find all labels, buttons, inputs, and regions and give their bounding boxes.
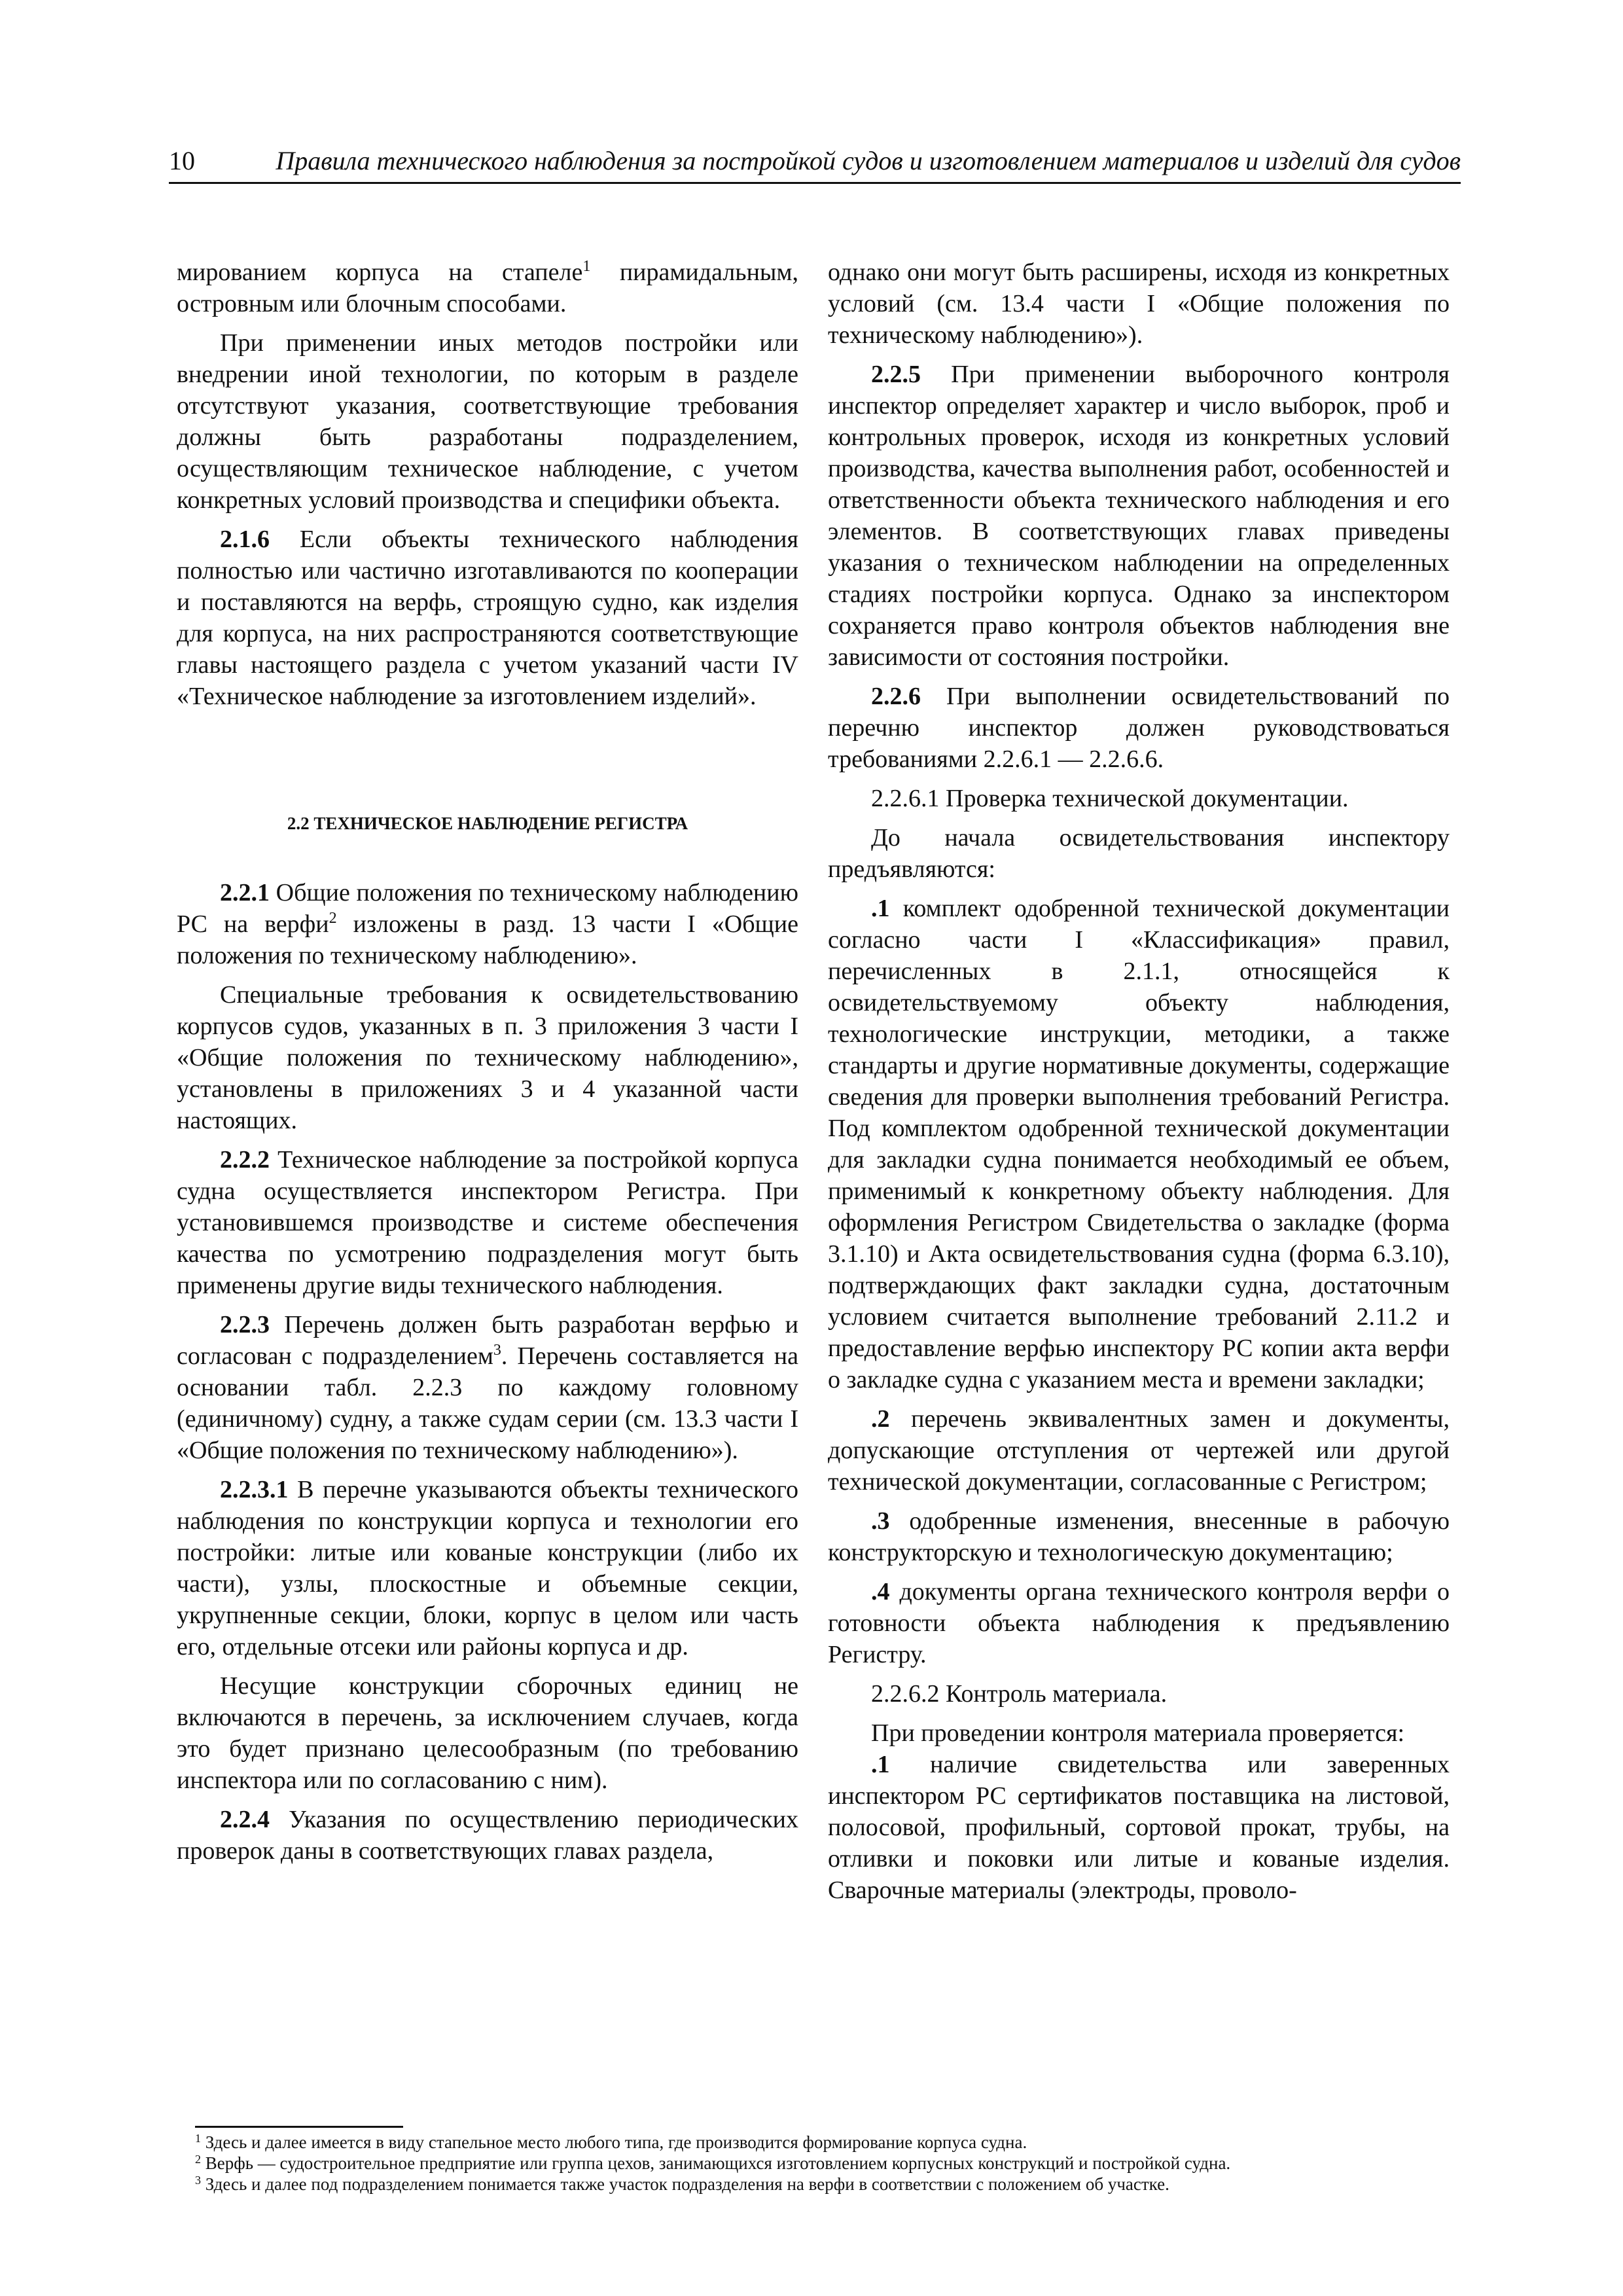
footnote-ref: 2 [329,910,337,927]
paragraph: 2.2.3.1 В перечне указываются объекты технического наблюдения по конструкции корпуса и технологии его постройки: литые или кованые конструкции (либо их части), узлы, плоскостные и объемные секции, укрупненные секции, блоки, корпус в целом или часть его, отдельные отсеки или районы корпуса и др. [177,1476,798,1660]
footnote: $^1$ Здесь и далее имеется в виду стапельное место любого типа, где производится формирование корпуса судна. [195,2132,1027,2152]
paragraph: 2.2.6 При выполнении освидетельствований по перечню инспектор должен руководствоваться требованиями 2.2.6.1 — 2.2.6.6. [828,683,1450,773]
page-number: 10 [169,146,195,175]
clause-number: 2.1.6 [220,526,270,553]
paragraph: 2.1.6 Если объекты технического наблюдения полностью или частично изготавливаются по кооперации и поставляются на верфь, строящую судно, как изделия для корпуса, на них распространяются соответствующие главы настоящего раздела с учетом указаний части IV «Техническое наблюдение за изготовлением изделий». [177,526,798,710]
left-column [177,257,798,1867]
section-heading: 2.2 ТЕХНИЧЕСКОЕ НАБЛЮДЕНИЕ РЕГИСТРА [287,814,688,833]
running-header [169,145,1461,177]
footnote: $^2$ Верфь — судостроительное предприятие или группа цехов, занимающихся изготовлением корпусных конструкций и постройкой судна. [195,2153,1231,2173]
clause-number: 2.2.2 [220,1146,270,1174]
paragraph: 2.2.5 При применении выборочного контроля инспектор определяет характер и число выборок, проб и контрольных проверок, исходя из конкретных условий производства, качества выполнения работ, особенностей и ответственности объекта технического наблюдения и его элементов. В соответствующих главах приведены указания о техническом наблюдении на определенных стадиях постройки корпуса. Однако за инспектором сохраняется право контроля объектов наблюдения вне зависимости от состояния постройки. [828,361,1450,671]
footnote-ref: 3 [493,1342,501,1359]
list-item: .2 перечень эквивалентных замен и документы, допускающие отступления от чертежей или другой технической документации, согласованные с Регистром; [828,1405,1450,1496]
running-title: Правила технического наблюдения за постройкой судов и изготовлением материалов и изделий для судов [276,146,1461,175]
paragraph: Специальные требования к освидетельствованию корпусов судов, указанных в п. 3 приложения 3 части I «Общие положения по техническому наблюдению», установлены в приложениях 3 и 4 указанной части настоящих. [177,981,798,1134]
paragraph: 2.2.2 Техническое наблюдение за постройкой корпуса судна осуществляется инспектором Регистра. При установившемся производстве и системе обеспечения качества по усмотрению подразделения могут быть применены другие виды технического наблюдения. [177,1146,798,1299]
paragraph: 2.2.3 Перечень должен быть разработан верфью и согласован с подразделением$^3$. Перечень составляется на основании табл. 2.2.3 по каждому головному (единичному) судну, а также судам серии (см. 13.3 части I «Общие положения по техническому наблюдению»). [177,1311,798,1464]
list-marker: .4 [871,1578,890,1605]
list-marker: .1 [871,1751,890,1778]
paragraph: До начала освидетельствования инспектору предъявляются: [828,824,1450,883]
list-marker: .2 [871,1405,890,1433]
clause-number: 2.2.5 [871,361,921,388]
list-item: .1 комплект одобренной технической документации согласно части I «Классификация» правил, перечисленных в 2.1.1, относящейся к освидетельствуемому объекту наблюдения, технологические инструкции, методики, а также стандарты и другие нормативные документы, содержащие сведения для проверки выполнения требований Регистра. Под комплектом одобренной технической документации для закладки судна понимается необходимый ее объем, применимый к конкретному объекту наблюдения. Для оформления Регистром Свидетельства о закладке (форма 3.1.10) и Акта освидетельствования судна (форма 6.3.10), подтверждающих факт закладки судна, достаточным условием считается выполнение требований 2.11.2 и предоставление верфью инспектору РС копии акта верфи о закладке судна с указанием места и времени закладки; [828,895,1450,1393]
paragraph: 2.2.6.2 Контроль материала. [871,1680,1168,1708]
paragraph: При применении иных методов постройки или внедрении иной технологии, по которым в разделе отсутствуют указания, соответствующие требования должны быть разработаны подразделением, осуществляющим техническое наблюдение, с учетом конкретных условий производства и специфики объекта. [177,329,798,514]
clause-number: 2.2.1 [220,879,270,906]
clause-number: 2.2.6 [871,683,921,710]
header-rule [169,182,1461,184]
footnotes [195,2126,1471,2195]
paragraph: однако они могут быть расширены, исходя из конкретных условий (см. 13.4 части I «Общие положения по техническому наблюдению»). [828,259,1450,349]
list-marker: .1 [871,895,890,922]
paragraph: 2.2.4 Указания по осуществлению периодических проверок даны в соответствующих главах раздела, [177,1806,798,1865]
footnote: $^3$ Здесь и далее под подразделением понимается также участок подразделения на верфи в соответствии с положением об участке. [195,2174,1169,2194]
clause-number: 2.2.3 [220,1311,270,1338]
footnote-ref: 1 [582,258,591,275]
paragraph: 2.2.1 Общие положения по техническому наблюдению РС на верфи$^2$ изложены в разд. 13 части I «Общие положения по техническому наблюдению». [177,879,798,969]
paragraph: 2.2.6.1 Проверка технической документации. [871,785,1349,812]
list-item: .3 одобренные изменения, внесенные в рабочую конструкторскую и технологическую документацию; [828,1507,1450,1566]
paragraph: При проведении контроля материала проверяется: [871,1719,1405,1747]
footnote-rule [195,2126,403,2128]
list-item: .1 наличие свидетельства или заверенных инспектором РС сертификатов поставщика на листовой, полосовой, профильный, сортовой прокат, трубы, на отливки и поковки или литые и кованые изделия. Сварочные материалы (электроды, проволо- [828,1751,1450,1904]
right-column [828,257,1450,1906]
clause-number: 2.2.3.1 [220,1476,289,1503]
list-marker: .3 [871,1507,890,1535]
paragraph: Несущие конструкции сборочных единиц не включаются в перечень, за исключением случаев, когда это будет признано целесообразным (по требованию инспектора или по согласованию с ним). [177,1672,798,1794]
paragraph: мированием корпуса на стапеле$^1$ пирамидальным, островным или блочным способами. [177,258,798,317]
list-item: .4 документы органа технического контроля верфи о готовности объекта наблюдения к предъявлению Регистру. [828,1578,1450,1668]
clause-number: 2.2.4 [220,1806,270,1833]
